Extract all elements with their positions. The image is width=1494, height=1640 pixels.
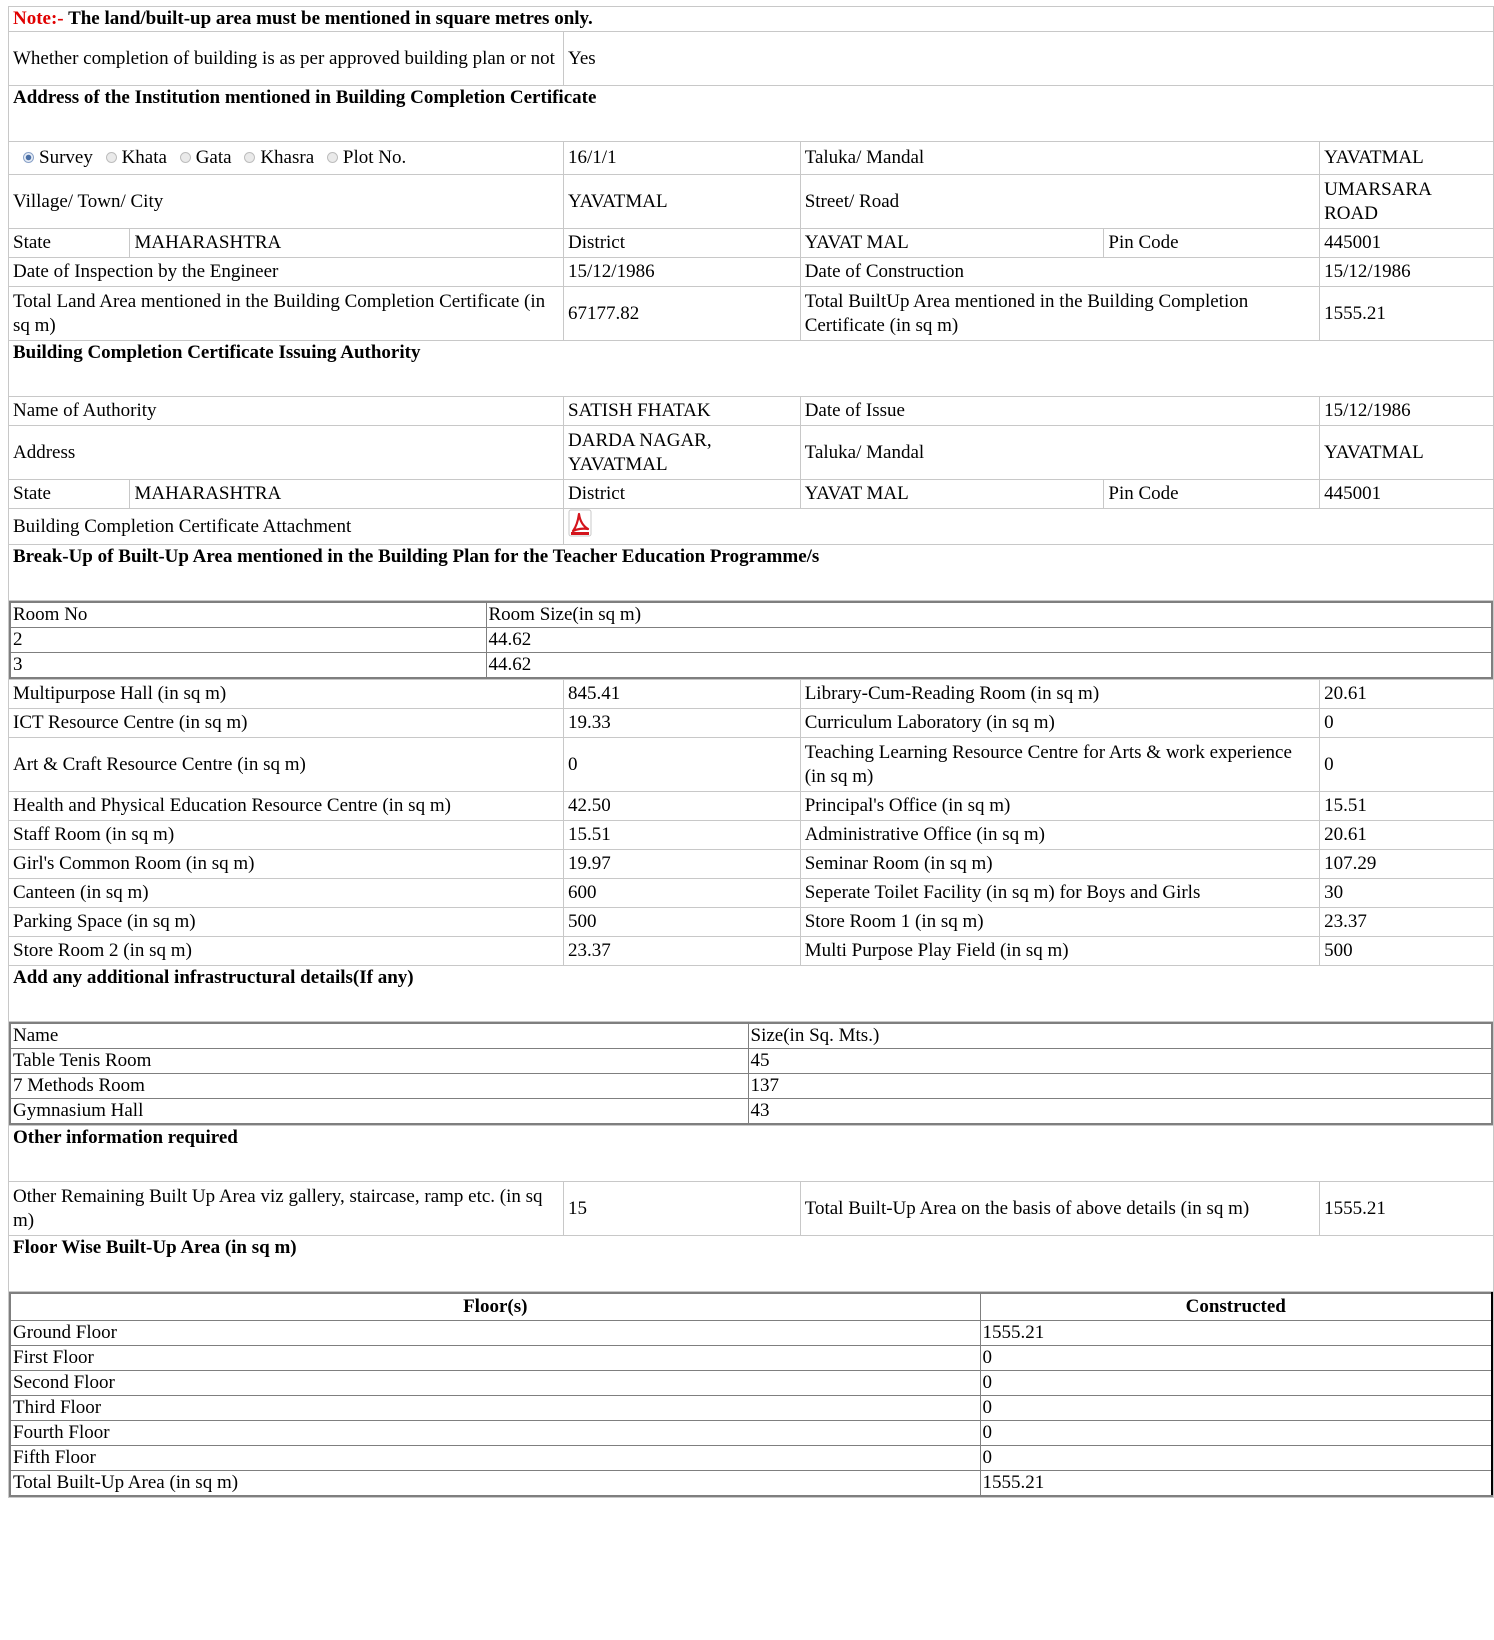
taluka-label: Taluka/ Mandal xyxy=(800,142,1319,175)
total-area-label: Total Built-Up Area on the basis of above details (in sq m) xyxy=(800,1182,1319,1236)
district-label: District xyxy=(564,229,801,258)
pdf-icon[interactable] xyxy=(568,509,592,544)
authority-name-value: SATISH FHATAK xyxy=(564,397,801,426)
state-value: MAHARASHTRA xyxy=(130,229,564,258)
note-label: Note:- xyxy=(13,8,64,29)
land-type-radio-group xyxy=(9,142,564,175)
area-value: 19.97 xyxy=(564,850,801,879)
area-label: Library-Cum-Reading Room (in sq m) xyxy=(800,680,1319,709)
table-row xyxy=(10,1099,1492,1125)
radio-gata[interactable] xyxy=(180,152,191,163)
village-label: Village/ Town/ City xyxy=(9,175,564,229)
radio-survey-label: Survey xyxy=(39,147,93,168)
authority-district-label: District xyxy=(564,480,801,509)
area-value: 20.61 xyxy=(1320,821,1494,850)
area-label: Multipurpose Hall (in sq m) xyxy=(9,680,564,709)
attachment-cell xyxy=(564,509,1494,545)
room-size: 44.62 xyxy=(486,653,1492,679)
floor-name: Second Floor xyxy=(10,1371,980,1396)
issue-date-value: 15/12/1986 xyxy=(1320,397,1494,426)
name-header: Name xyxy=(10,1023,748,1049)
table-row xyxy=(10,1446,1492,1471)
pincode-label: Pin Code xyxy=(1104,229,1320,258)
area-label: Seperate Toilet Facility (in sq m) for Boys and Girls xyxy=(800,879,1319,908)
area-value: 23.37 xyxy=(564,937,801,966)
table-row xyxy=(10,1371,1492,1396)
floor-total-value: 1555.21 xyxy=(980,1471,1492,1497)
area-value: 107.29 xyxy=(1320,850,1494,879)
land-area-value: 67177.82 xyxy=(564,287,801,341)
authority-pincode-label: Pin Code xyxy=(1104,480,1320,509)
item-size: 43 xyxy=(748,1099,1492,1125)
radio-gata-label: Gata xyxy=(195,147,232,168)
area-value: 15.51 xyxy=(1320,792,1494,821)
taluka-value: YAVATMAL xyxy=(1320,142,1494,175)
area-value: 23.37 xyxy=(1320,908,1494,937)
item-size: 137 xyxy=(748,1074,1492,1099)
completion-value: Yes xyxy=(564,32,1494,86)
area-label: Art & Craft Resource Centre (in sq m) xyxy=(9,738,564,792)
remaining-area-value: 15 xyxy=(564,1182,801,1236)
floor-value: 0 xyxy=(980,1371,1492,1396)
table-row xyxy=(10,602,1492,628)
table-row xyxy=(10,653,1492,679)
floor-table xyxy=(9,1292,1493,1497)
land-area-label: Total Land Area mentioned in the Building Completion Certificate (in sq m) xyxy=(9,287,564,341)
authority-taluka-label: Taluka/ Mandal xyxy=(800,426,1319,480)
note xyxy=(9,7,1494,32)
radio-plot[interactable] xyxy=(327,152,338,163)
table-row xyxy=(10,1421,1492,1446)
area-label: ICT Resource Centre (in sq m) xyxy=(9,709,564,738)
radio-khata-label: Khata xyxy=(121,147,167,168)
area-label: Parking Space (in sq m) xyxy=(9,908,564,937)
authority-district-value: YAVAT MAL xyxy=(800,480,1104,509)
additional-table-cell xyxy=(9,1022,1494,1126)
area-value: 0 xyxy=(1320,709,1494,738)
item-name: 7 Methods Room xyxy=(10,1074,748,1099)
table-row xyxy=(10,1023,1492,1049)
additional-table xyxy=(9,1022,1493,1125)
area-label: Store Room 2 (in sq m) xyxy=(9,937,564,966)
construction-label: Date of Construction xyxy=(800,258,1319,287)
table-row xyxy=(10,1471,1492,1497)
authority-pincode-value: 445001 xyxy=(1320,480,1494,509)
state-label: State xyxy=(9,229,130,258)
radio-survey[interactable] xyxy=(23,152,34,163)
completion-label: Whether completion of building is as per approved building plan or not xyxy=(9,32,564,86)
area-value: 30 xyxy=(1320,879,1494,908)
room-size-header: Room Size(in sq m) xyxy=(486,602,1492,628)
authority-heading: Building Completion Certificate Issuing Authority xyxy=(9,341,1494,397)
room-no: 2 xyxy=(10,628,486,653)
area-label: Canteen (in sq m) xyxy=(9,879,564,908)
area-value: 500 xyxy=(564,908,801,937)
builtup-value: 1555.21 xyxy=(1320,287,1494,341)
additional-heading: Add any additional infrastructural details(If any) xyxy=(9,966,1494,1022)
area-label: Administrative Office (in sq m) xyxy=(800,821,1319,850)
village-value: YAVATMAL xyxy=(564,175,801,229)
area-value: 0 xyxy=(1320,738,1494,792)
inspection-label: Date of Inspection by the Engineer xyxy=(9,258,564,287)
table-row xyxy=(10,1074,1492,1099)
area-value: 845.41 xyxy=(564,680,801,709)
item-name: Table Tenis Room xyxy=(10,1049,748,1074)
radio-khasra[interactable] xyxy=(244,152,255,163)
floor-heading: Floor Wise Built-Up Area (in sq m) xyxy=(9,1236,1494,1292)
table-row xyxy=(10,1396,1492,1421)
authority-state-value: MAHARASHTRA xyxy=(130,480,564,509)
pincode-value: 445001 xyxy=(1320,229,1494,258)
plot-value: 16/1/1 xyxy=(564,142,801,175)
floor-value: 0 xyxy=(980,1346,1492,1371)
room-no: 3 xyxy=(10,653,486,679)
room-table xyxy=(9,601,1493,679)
authority-name-label: Name of Authority xyxy=(9,397,564,426)
item-size: 45 xyxy=(748,1049,1492,1074)
table-row xyxy=(10,1049,1492,1074)
construction-value: 15/12/1986 xyxy=(1320,258,1494,287)
size-header: Size(in Sq. Mts.) xyxy=(748,1023,1492,1049)
area-label: Health and Physical Education Resource Centre (in sq m) xyxy=(9,792,564,821)
area-value: 19.33 xyxy=(564,709,801,738)
street-value: UMARSARA ROAD xyxy=(1320,175,1494,229)
remaining-area-label: Other Remaining Built Up Area viz gallery, staircase, ramp etc. (in sq m) xyxy=(9,1182,564,1236)
note-text: The land/built-up area must be mentioned in square metres only. xyxy=(68,8,593,29)
room-size: 44.62 xyxy=(486,628,1492,653)
area-label: Seminar Room (in sq m) xyxy=(800,850,1319,879)
area-value: 500 xyxy=(1320,937,1494,966)
table-row xyxy=(10,1321,1492,1346)
floor-total-label: Total Built-Up Area (in sq m) xyxy=(10,1471,980,1497)
room-table-cell xyxy=(9,601,1494,680)
builtup-label: Total BuiltUp Area mentioned in the Building Completion Certificate (in sq m) xyxy=(800,287,1319,341)
inspection-value: 15/12/1986 xyxy=(564,258,801,287)
radio-khasra-label: Khasra xyxy=(260,147,315,168)
floor-value: 1555.21 xyxy=(980,1321,1492,1346)
constructed-header: Constructed xyxy=(980,1293,1492,1321)
authority-state-label: State xyxy=(9,480,130,509)
floor-name: Ground Floor xyxy=(10,1321,980,1346)
radio-plot-label: Plot No. xyxy=(342,147,407,168)
other-heading: Other information required xyxy=(9,1126,1494,1182)
floor-value: 0 xyxy=(980,1421,1492,1446)
address-heading: Address of the Institution mentioned in Building Completion Certificate xyxy=(9,86,1494,142)
building-details-table xyxy=(8,6,1494,1498)
authority-address-label: Address xyxy=(9,426,564,480)
area-label: Principal's Office (in sq m) xyxy=(800,792,1319,821)
district-value: YAVAT MAL xyxy=(800,229,1104,258)
table-row xyxy=(10,1293,1492,1321)
floor-header: Floor(s) xyxy=(10,1293,980,1321)
floor-value: 0 xyxy=(980,1446,1492,1471)
breakup-heading: Break-Up of Built-Up Area mentioned in the Building Plan for the Teacher Education Programme/s xyxy=(9,545,1494,601)
issue-date-label: Date of Issue xyxy=(800,397,1319,426)
radio-khata[interactable] xyxy=(106,152,117,163)
floor-table-cell xyxy=(9,1292,1494,1498)
area-label: Staff Room (in sq m) xyxy=(9,821,564,850)
item-name: Gymnasium Hall xyxy=(10,1099,748,1125)
area-value: 42.50 xyxy=(564,792,801,821)
area-label: Store Room 1 (in sq m) xyxy=(800,908,1319,937)
area-label: Teaching Learning Resource Centre for Arts & work experience (in sq m) xyxy=(800,738,1319,792)
area-value: 20.61 xyxy=(1320,680,1494,709)
floor-name: Fourth Floor xyxy=(10,1421,980,1446)
area-label: Curriculum Laboratory (in sq m) xyxy=(800,709,1319,738)
attachment-label: Building Completion Certificate Attachment xyxy=(9,509,564,545)
area-label: Girl's Common Room (in sq m) xyxy=(9,850,564,879)
table-row xyxy=(10,628,1492,653)
authority-taluka-value: YAVATMAL xyxy=(1320,426,1494,480)
total-area-value: 1555.21 xyxy=(1320,1182,1494,1236)
floor-name: Third Floor xyxy=(10,1396,980,1421)
area-value: 15.51 xyxy=(564,821,801,850)
table-row xyxy=(10,1346,1492,1371)
area-value: 0 xyxy=(564,738,801,792)
area-value: 600 xyxy=(564,879,801,908)
floor-name: Fifth Floor xyxy=(10,1446,980,1471)
street-label: Street/ Road xyxy=(800,175,1319,229)
area-label: Multi Purpose Play Field (in sq m) xyxy=(800,937,1319,966)
room-no-header: Room No xyxy=(10,602,486,628)
floor-name: First Floor xyxy=(10,1346,980,1371)
floor-value: 0 xyxy=(980,1396,1492,1421)
authority-address-value: DARDA NAGAR, YAVATMAL xyxy=(564,426,801,480)
